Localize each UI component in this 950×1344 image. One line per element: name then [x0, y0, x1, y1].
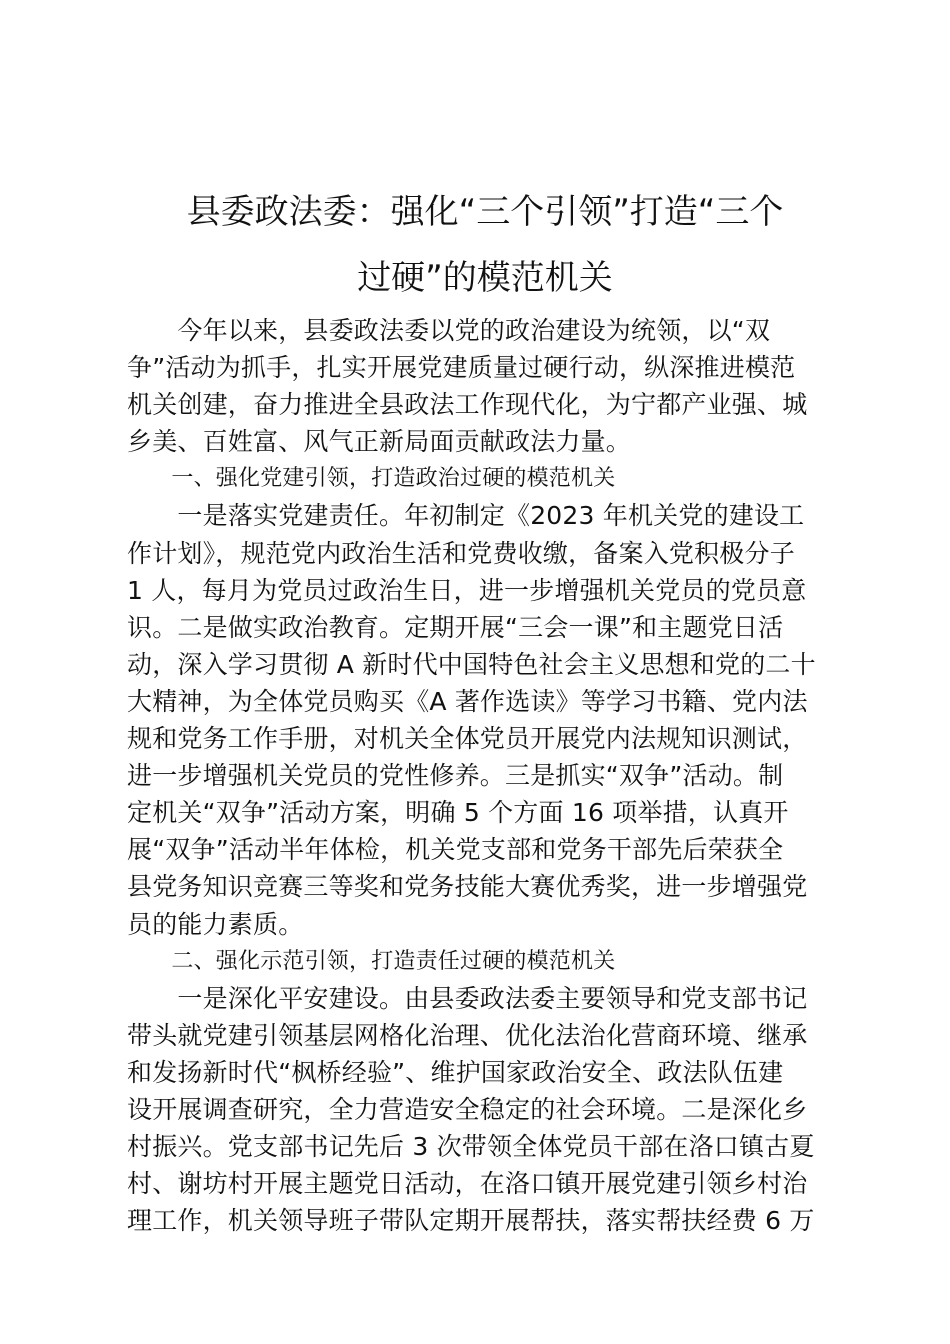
body-text-line: 大精神，为全体党员购买《A 著作选读》等学习书籍、党内法	[127, 686, 808, 716]
body-text-line: 村振兴。党支部书记先后 3 次带领全体党员干部在洛口镇古夏	[127, 1132, 815, 1162]
body-text-line: 识。二是做实政治教育。定期开展“三会一课”和主题党日活	[127, 612, 784, 642]
body-text-line: 一是深化平安建设。由县委政法委主要领导和党支部书记	[127, 983, 808, 1013]
body-text-line: 1 人，每月为党员过政治生日，进一步增强机关党员的党员意	[127, 575, 807, 605]
body-text-line: 今年以来，县委政法委以党的政治建设为统领，以“双	[127, 316, 771, 345]
body-text-line: 定机关“双争”活动方案，明确 5 个方面 16 项举措，认真开	[127, 798, 789, 828]
body-text-line: 进一步增强机关党员的党性修养。三是抓实“双争”活动。制	[127, 761, 784, 791]
body-text-line: 机关创建，奋力推进全县政法工作现代化，为宁都产业强、城	[127, 390, 808, 420]
document-body	[127, 312, 835, 1239]
body-text-line: 争”活动为抓手，扎实开展党建质量过硬行动，纵深推进模范	[127, 353, 796, 383]
body-text-line: 展“双争”活动半年体检，机关党支部和党务干部先后荣获全	[127, 835, 784, 865]
body-text-line: 作计划》，规范党内政治生活和党费收缴，备案入党积极分子	[127, 538, 795, 568]
body-text-line: 员的能力素质。	[127, 909, 304, 939]
body-text-line: 规和党务工作手册，对机关全体党员开展党内法规知识测试，	[127, 724, 808, 754]
document-title-line-2: 过硬”的模范机关	[357, 258, 613, 298]
section-heading: 二、强化示范引领，打造责任过硬的模范机关	[127, 948, 616, 974]
body-text-line: 设开展调查研究，全力营造安全稳定的社会环境。二是深化乡	[127, 1094, 808, 1124]
body-text-line: 一是落实党建责任。年初制定《2023 年机关党的建设工	[127, 501, 805, 531]
document-title-line-1: 县委政法委：强化“三个引领”打造“三个	[186, 192, 784, 232]
body-text-line: 和发扬新时代“枫桥经验”、维护国家政治安全、政法队伍建	[127, 1057, 784, 1087]
body-text-line: 乡美、百姓富、风气正新局面贡献政法力量。	[127, 427, 632, 457]
body-text-line: 县党务知识竞赛三等奖和党务技能大赛优秀奖，进一步增强党	[127, 872, 808, 902]
body-text-line: 理工作，机关领导班子带队定期开展帮扶，落实帮扶经费 6 万	[127, 1206, 815, 1236]
body-text-line: 带头就党建引领基层网格化治理、优化法治化营商环境、继承	[127, 1020, 808, 1050]
body-text-line: 村、谢坊村开展主题党日活动，在洛口镇开展党建引领乡村治	[127, 1169, 808, 1199]
body-text-line: 动，深入学习贯彻 A 新时代中国特色社会主义思想和党的二十	[127, 649, 816, 679]
section-heading: 一、强化党建引领，打造政治过硬的模范机关	[127, 466, 616, 492]
